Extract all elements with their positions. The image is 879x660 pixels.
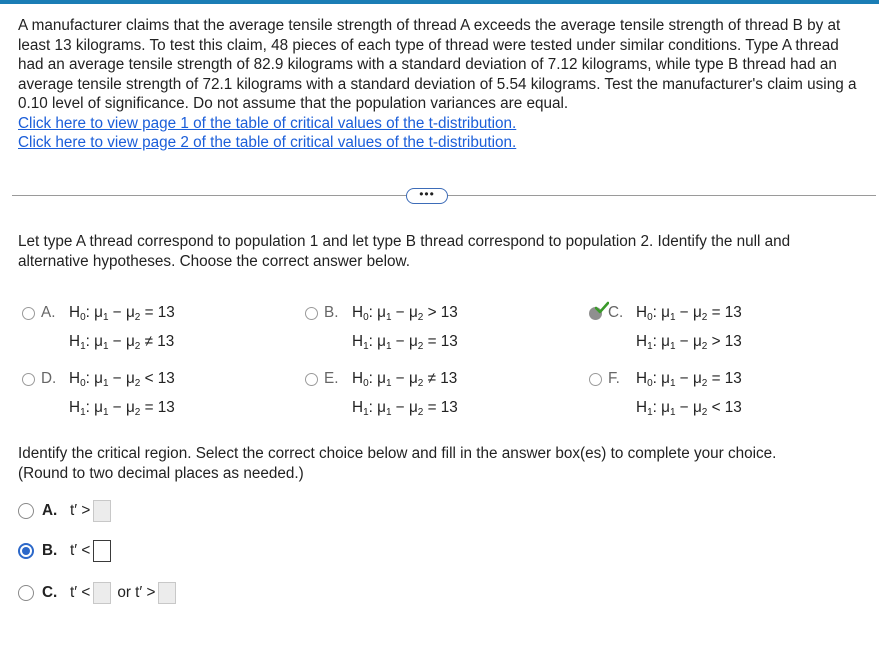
null-hypothesis: $H_0$: $\mu_1 - \mu_2 < 13$	[69, 370, 175, 389]
critical-choice-c[interactable]	[18, 582, 176, 604]
choice-expression: t′ <	[70, 584, 91, 601]
critical-choice-b[interactable]	[18, 540, 111, 562]
alternative-hypothesis: $H_1$: $\mu_1 - \mu_2 = 13$	[69, 399, 175, 418]
choice-letter: B.	[324, 304, 339, 321]
rounding-note: (Round to two decimal places as needed.)	[18, 465, 304, 482]
problem-statement	[18, 16, 863, 153]
radio[interactable]	[22, 373, 35, 386]
top-accent-bar	[0, 0, 879, 4]
answer-box-c-upper[interactable]	[158, 582, 176, 604]
null-hypothesis: $H_0$: $\mu_1 - \mu_2 = 13$	[69, 304, 175, 323]
alternative-hypothesis: $H_1$: $\mu_1 - \mu_2 = 13$	[352, 399, 458, 418]
radio-a[interactable]	[18, 503, 34, 519]
hypothesis-choice-d[interactable]	[22, 370, 175, 425]
hypothesis-choice-c[interactable]	[589, 304, 742, 359]
choice-expression: t′ >	[70, 502, 91, 519]
choice-connector: or t′ >	[117, 584, 156, 601]
hypothesis-choice-e[interactable]	[305, 370, 458, 425]
choice-letter: B.	[42, 542, 58, 559]
alternative-hypothesis: $H_1$: $\mu_1 - \mu_2 = 13$	[352, 333, 458, 352]
choice-letter: E.	[324, 370, 339, 387]
null-hypothesis: $H_0$: $\mu_1 - \mu_2 = 13$	[636, 304, 742, 323]
critical-region-prompt: Identify the critical region. Select the correct choice below and fill in the answer box(es) to complete your choice.	[18, 445, 777, 462]
radio[interactable]	[305, 307, 318, 320]
t-table-page1-link[interactable]: Click here to view page 1 of the table of critical values of the t-distribution.	[18, 114, 517, 132]
hypothesis-pair	[352, 367, 458, 425]
critical-choice-a[interactable]	[18, 500, 111, 522]
answer-box-c-lower[interactable]	[93, 582, 111, 604]
choice-letter: F.	[608, 370, 620, 387]
radio[interactable]	[589, 373, 602, 386]
expand-more-button[interactable]: •••	[406, 188, 448, 204]
hypothesis-pair	[352, 301, 458, 359]
choice-letter: C.	[42, 584, 58, 601]
answer-box-a[interactable]	[93, 500, 111, 522]
choice-letter: A.	[41, 304, 56, 321]
correct-check-icon	[595, 301, 609, 315]
choice-letter: D.	[41, 370, 57, 387]
hypothesis-pair	[69, 301, 175, 359]
hypothesis-pair	[636, 367, 742, 425]
choice-expression: t′ <	[70, 542, 91, 559]
radio-c[interactable]	[18, 585, 34, 601]
radio[interactable]	[22, 307, 35, 320]
alternative-hypothesis: $H_1$: $\mu_1 - \mu_2 \ne 13$	[69, 333, 175, 352]
t-table-page2-link[interactable]: Click here to view page 2 of the table of critical values of the t-distribution.	[18, 134, 517, 151]
choice-letter: A.	[42, 502, 58, 519]
hypothesis-prompt: Let type A thread correspond to population 1 and let type B thread correspond to population 2. Identify the null and alternative hypotheses. Choose the correct answer below.	[18, 233, 791, 270]
null-hypothesis: $H_0$: $\mu_1 - \mu_2 > 13$	[352, 304, 458, 323]
alternative-hypothesis: $H_1$: $\mu_1 - \mu_2 > 13$	[636, 333, 742, 352]
choice-letter: C.	[608, 304, 624, 321]
hypothesis-choice-a[interactable]	[22, 304, 175, 359]
hypothesis-pair	[636, 301, 742, 359]
null-hypothesis: $H_0$: $\mu_1 - \mu_2 \ne 13$	[352, 370, 458, 389]
radio-b-selected[interactable]	[18, 543, 34, 559]
null-hypothesis: $H_0$: $\mu_1 - \mu_2 = 13$	[636, 370, 742, 389]
hypothesis-choice-b[interactable]	[305, 304, 458, 359]
hypothesis-pair	[69, 367, 175, 425]
alternative-hypothesis: $H_1$: $\mu_1 - \mu_2 < 13$	[636, 399, 742, 418]
hypothesis-choice-f[interactable]	[589, 370, 742, 425]
answer-box-b[interactable]	[93, 540, 111, 562]
problem-text: A manufacturer claims that the average tensile strength of thread A exceeds the average tensile strength of thread B by at least 13 kilograms. To test this claim, 48 pieces of each type of thread were tested under similar conditions. Type A thread had an average tensile strength of 82.9 kilograms with a standard deviation of 7.12 kilograms, while type B thread had an average tensile strength of 72.1 kilograms with a standard deviation of 5.54 kilograms. Test the manufacturer's claim using a 0.10 level of significance. Do not assume that the population variances are equal.	[18, 17, 857, 112]
radio[interactable]	[305, 373, 318, 386]
